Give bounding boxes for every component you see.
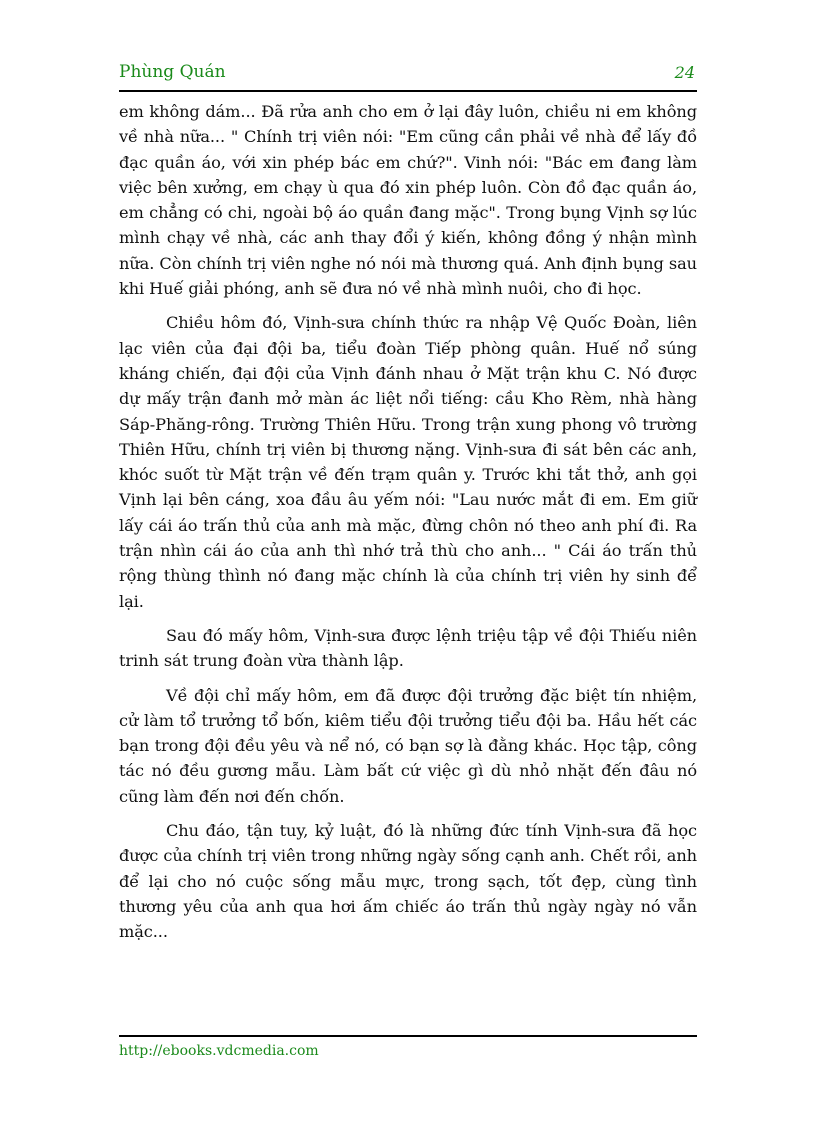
paragraph-5: Chu đáo, tận tuy, kỷ luật, đó là những đức tính Vịnh-sưa đã học được của chính trị viên trong những ngày sống cạnh anh. Chết rồi, anh để lại cho nó cuộc sống mẫu mực, trong sạch, tốt đẹp, cùng tình thương yêu của anh qua hơi ấm chiếc áo trấn thủ ngày ngày nó vẫn mặc... xyxy=(119,821,697,942)
paragraph-1: em không dám... Đã rửa anh cho em ở lại đây luôn, chiều ni em không về nhà nữa... " Chính trị viên nói: "Em cũng cần phải về nhà để lấy đồ đạc quần áo, với xin phép bác em chứ?". Vinh nói: "Bác em đang làm việc bên xưởng, em chạy ù qua đó xin phép luôn. Còn đồ đạc quần áo, em chẳng có chi, ngoài bộ áo quần đang mặc". Trong bụng Vịnh sợ lúc mình chạy về nhà, các anh thay đổi ý kiến, không đồng ý nhận mình nữa. Còn chính trị viên nghe nó nói mà thương quá. Anh định bụng sau khi Huế giải phóng, anh sẽ đưa nó về nhà mình nuôi, cho đi học. xyxy=(119,102,697,299)
paragraph-3: Sau đó mấy hôm, Vịnh-sưa được lệnh triệu tập về đội Thiếu niên trinh sát trung đoàn vừa thành lập. xyxy=(119,625,697,671)
footer-url[interactable]: http://ebooks.vdcmedia.com xyxy=(119,1043,319,1059)
footer-divider xyxy=(119,1035,697,1037)
paragraph-4: Về đội chỉ mấy hôm, em đã được đội trưởng đặc biệt tín nhiệm, cử làm tổ trưởng tổ bốn, kiêm tiểu đội trưởng tiểu đội ba. Hầu hết các bạn trong đội đều yêu và nể nó, có bạn sợ là đằng khác. Học tập, công tác nó đều gương mẫu. Làm bất cứ việc gì dù nhỏ nhặt đến đâu nó cũng làm đến nơi đến chốn. xyxy=(119,685,697,806)
paragraph-2: Chiều hôm đó, Vịnh-sưa chính thức ra nhập Vệ Quốc Đoàn, liên lạc viên của đại đội ba, tiểu đoàn Tiếp phòng quân. Huế nổ súng kháng chiến, đại đội của Vịnh đánh nhau ở Mặt trận khu C. Nó được dự mấy trận đanh mở màn ác liệt nổi tiếng: cầu Kho Rèm, nhà hàng Sáp-Phăng-rông. Trường Thiên Hữu. Trong trận xung phong vô trường Thiên Hữu, chính trị viên bị thương nặng. Vịnh-sưa đi sát bên các anh, khóc suốt từ Mặt trận về đến trạm quân y. Trước khi tắt thở, anh gọi Vịnh lại bên cáng, xoa đầu âu yếm nói: "Lau nước mắt đi em. Em giữ lấy cái áo trấn thủ của anh mà mặc, đừng chôn nó theo anh phí đi. Ra trận nhìn cái áo của anh thì nhớ trả thù cho anh... " Cái áo trấn thủ rộng thùng thình nó đang mặc chính là của chính trị viên hy sinh để lại. xyxy=(119,313,697,611)
book-author: Phùng Quán xyxy=(119,62,226,82)
page-header xyxy=(119,60,697,92)
page-number: 24 xyxy=(674,63,695,82)
body-text xyxy=(119,99,697,954)
